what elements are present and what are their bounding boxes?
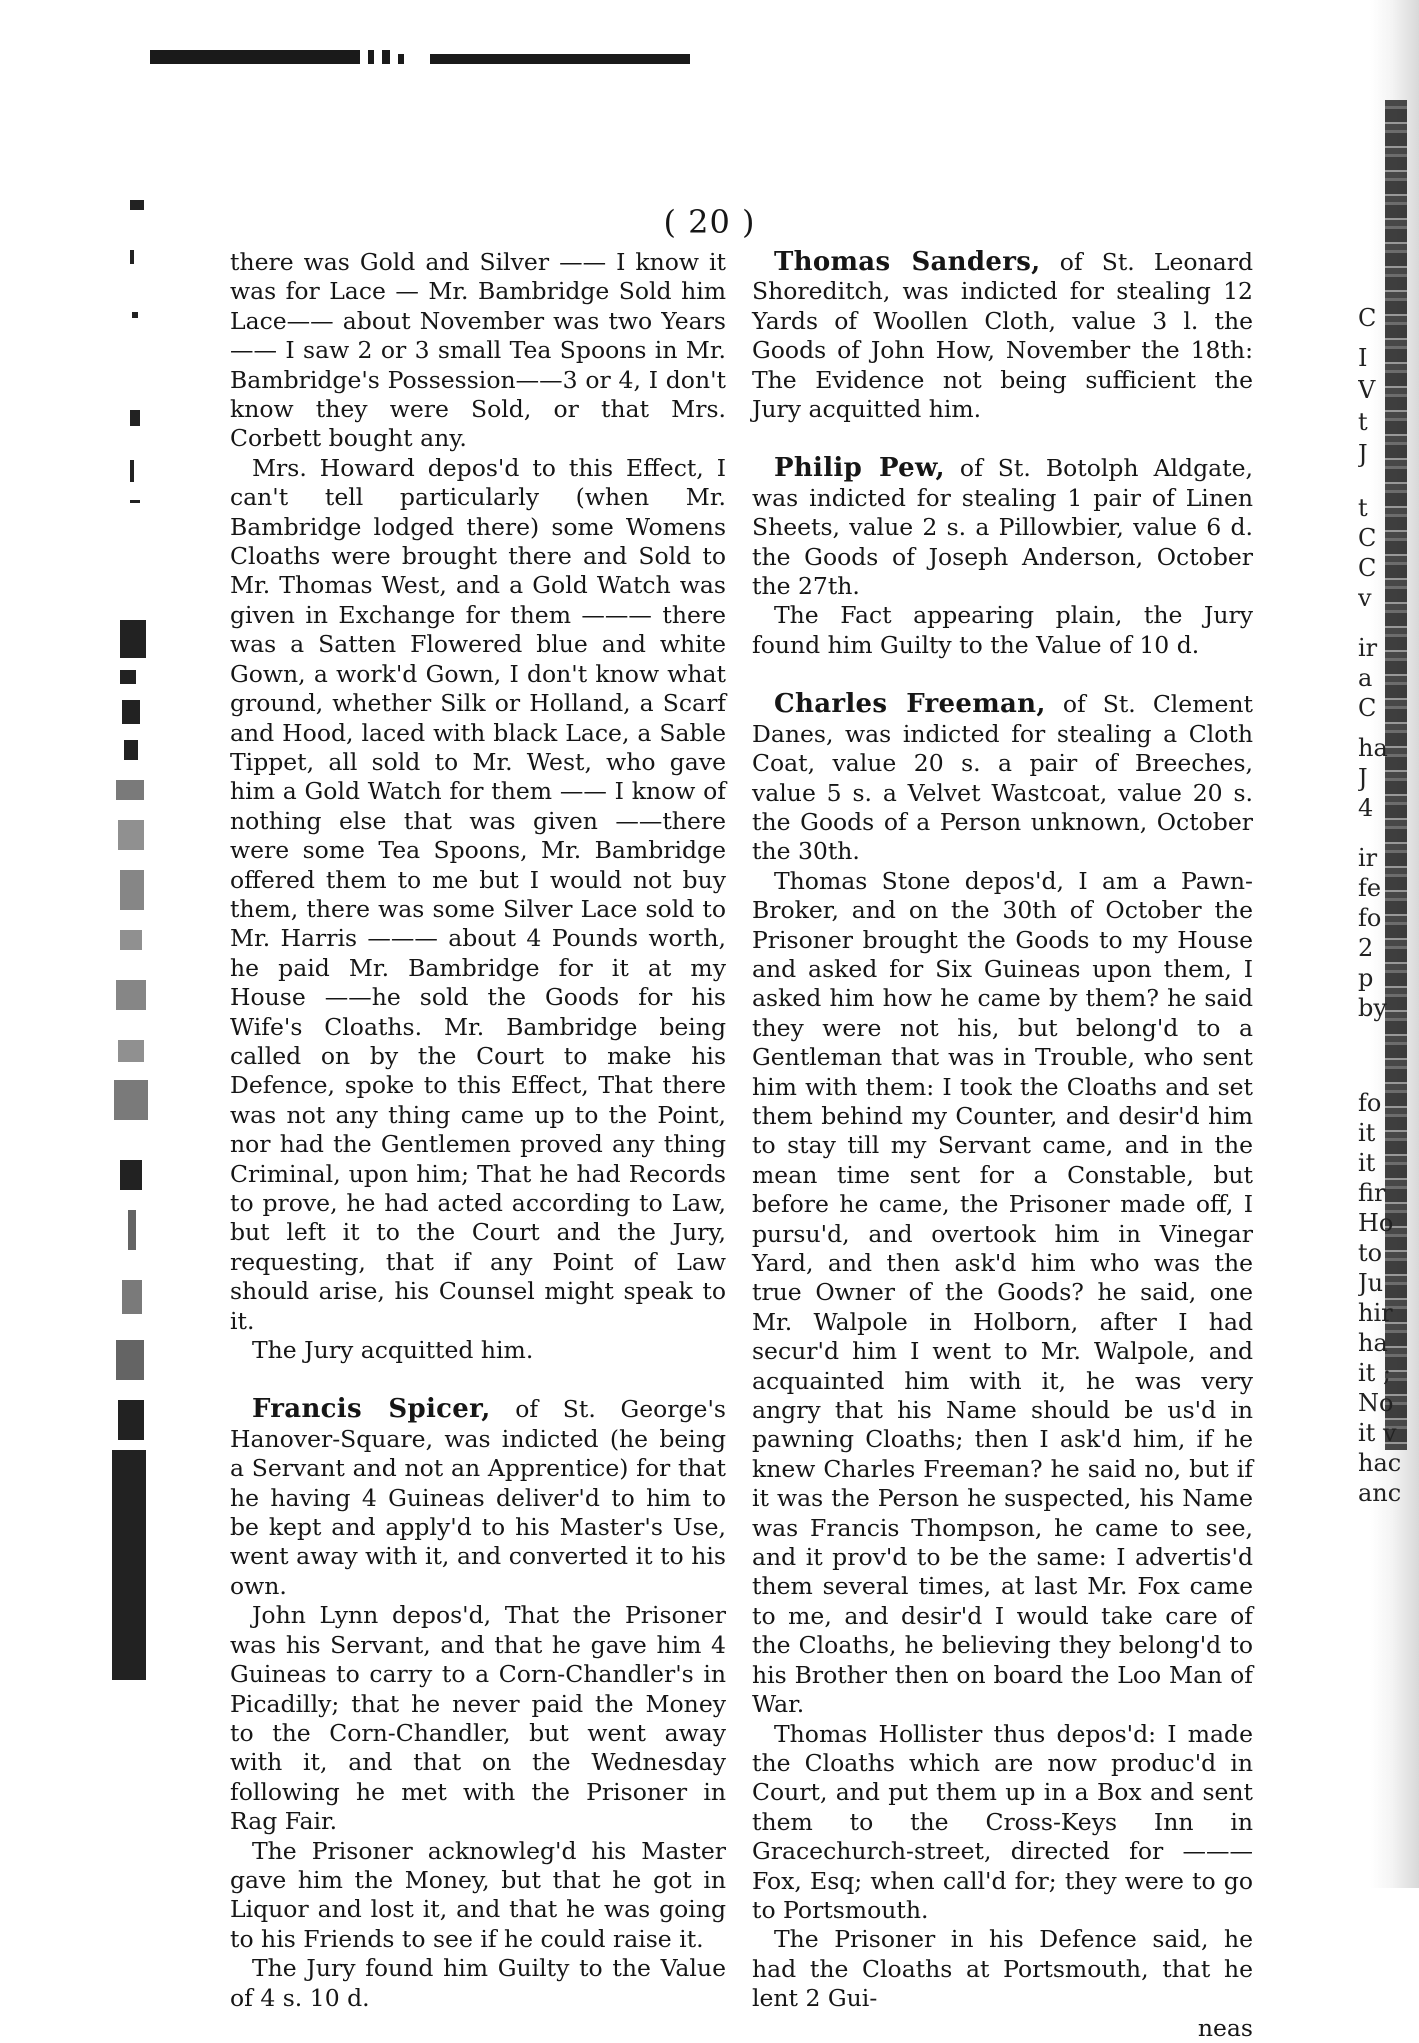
bleed-fragment: it ; bbox=[1358, 1359, 1392, 1387]
bleed-fragment: it bbox=[1358, 1149, 1376, 1177]
paragraph: John Lynn depos'd, That the Prisoner was his Servant, and that he gave him 4 Guineas to carry to a Corn-Chandler's in Picadilly; that he never paid the Money to the Corn-Chandler, but went away with it, and that on the Wednesday following he met with the Prisoner in Rag Fair. bbox=[230, 1601, 726, 1836]
defendant-name: Philip Pew, bbox=[774, 453, 945, 484]
paragraph: Thomas Stone depos'd, I am a Pawn-Broker, and on the 30th of October the Prisoner brought the Goods to my House and asked for Six Guineas upon them, I asked him how he came by them? he said they were not his, but belong'd to a Gentleman that was in Trouble, who sent him with them: I took the Cloaths and set them behind my Counter, and desir'd him to stay till my Servant came, and in the mean time sent for a Constable, but before he came, the Prisoner made off, I pursu'd, and overtook him in Vinegar Yard, and then ask'd him who was the true Owner of the Goods? he said, one Mr. Walpole in Holborn, after I had secur'd him I went to Mr. Walpole, and acquainted him with it, he was very angry that his Name should be us'd in pawning Cloaths; then I ask'd him, if he knew Charles Freeman? he said no, but if it was the Person he suspected, his Name was Francis Thompson, he came to see, and it prov'd to be the same: I advertis'd them several times, at last Mr. Fox came to me, and desir'd I would take care of the Cloaths, he believing they belong'd to his Brother then on board the Loo Man of War. bbox=[752, 866, 1253, 1719]
bleed-fragment: anc bbox=[1358, 1479, 1402, 1507]
bleed-fragment: t bbox=[1358, 494, 1368, 522]
verdict: The Fact appearing plain, the Jury found him Guilty to the Value of 10 d. bbox=[752, 601, 1253, 659]
right-column bbox=[752, 248, 1253, 2043]
case-text: of St. Clement Danes, was indicted for stealing a Cloth Coat, value 20 s. a pair of Breeches, value 5 s. a Velvet Wastcoat, value 20 s. the Goods of a Person unknown, October the 30th. bbox=[752, 690, 1253, 866]
left-column bbox=[230, 248, 726, 2013]
bleed-fragment: 2 bbox=[1358, 934, 1374, 962]
bleed-fragment: ir bbox=[1358, 844, 1378, 872]
bleed-fragment: v bbox=[1358, 584, 1372, 612]
page-number: ( 20 ) bbox=[663, 203, 756, 241]
defendant-name: Charles Freeman, bbox=[774, 689, 1046, 720]
paragraph: Mrs. Howard depos'd to this Effect, I can't tell particularly (when Mr. Bambridge lodged there) some Womens Cloaths were brought there and Sold to Mr. Thomas West, and a Gold Watch was given in Exchange for them ——— there was a Satten Flowered blue and white Gown, a work'd Gown, I don't know what ground, whether Silk or Holland, a Scarf and Hood, laced with black Lace, a Sable Tippet, all sold to Mr. West, who gave him a Gold Watch for them —— I know of nothing else that was given ——there were some Tea Spoons, Mr. Bambridge offered them to me but I would not buy them, there was some Silver Lace sold to Mr. Harris ——— about 4 Pounds worth, he paid Mr. Bambridge for it at my House ——he sold the Goods for his Wife's Cloaths. Mr. Bambridge being called on by the Court to make his Defence, spoke to this Effect, That there was not any thing came up to the Point, nor had the Gentlemen proved any thing Criminal, upon him; That he had Records to prove, he had acted according to Law, but left it to the Court and the Jury, requesting, that if any Point of Law should arise, his Counsel might speak to it. bbox=[230, 453, 726, 1335]
paragraph: The Prisoner in his Defence said, he had the Cloaths at Portsmouth, that he lent 2 Gui- bbox=[752, 1925, 1253, 2013]
bleed-fragment: fir bbox=[1358, 1179, 1386, 1207]
bleed-fragment: 4 bbox=[1358, 794, 1374, 822]
bleed-fragment: it v bbox=[1358, 1419, 1397, 1447]
bleed-fragment: C bbox=[1358, 694, 1377, 722]
bleed-fragment: fo bbox=[1358, 1089, 1382, 1117]
paragraph: Thomas Hollister thus depos'd: I made the Cloaths which are now produc'd in Court, and put them up in a Box and sent them to the Cross-Keys Inn in Gracechurch-street, directed for ——— Fox, Esq; when call'd for; they were to go to Portsmouth. bbox=[752, 1719, 1253, 1924]
bleed-fragment: Ho bbox=[1358, 1209, 1394, 1237]
bleed-fragment: p bbox=[1358, 964, 1374, 992]
bleed-fragment: t bbox=[1358, 408, 1368, 436]
case-text: of St. Botolph Aldgate, was indicted for stealing 1 pair of Linen Sheets, value 2 s. a Pillowbier, value 6 d. the Goods of Joseph Anderson, October the 27th. bbox=[752, 454, 1253, 601]
verdict: The Jury acquitted him. bbox=[252, 1336, 534, 1365]
case-spicer bbox=[230, 1395, 726, 1601]
scan-artifact-gutter bbox=[100, 200, 195, 1700]
bleed-fragment: by bbox=[1358, 994, 1387, 1022]
bleed-fragment: fo bbox=[1358, 904, 1382, 932]
bleed-fragment: hac bbox=[1358, 1449, 1402, 1477]
case-sanders bbox=[752, 248, 1253, 424]
defendant-name: Francis Spicer, bbox=[252, 1394, 491, 1425]
defendant-name: Thomas Sanders, bbox=[774, 247, 1041, 277]
bleed-fragment: No bbox=[1358, 1389, 1394, 1417]
bleed-fragment: J bbox=[1358, 440, 1368, 468]
case-text: of St. Leonard Shoreditch, was indicted for stealing 12 Yards of Woollen Cloth, value 3 l. the Goods of John How, November the 18th: The Evidence not being sufficient the Jury acquitted him. bbox=[752, 248, 1253, 424]
case-freeman bbox=[752, 690, 1253, 866]
bleed-fragment: ir bbox=[1358, 634, 1378, 662]
bleed-fragment: ha bbox=[1358, 734, 1388, 762]
bleed-fragment: Ju bbox=[1358, 1269, 1384, 1297]
bleed-fragment: to bbox=[1358, 1239, 1383, 1267]
bleed-fragment: V bbox=[1358, 376, 1376, 404]
bleed-fragment: C bbox=[1358, 304, 1377, 332]
bleed-fragment: I bbox=[1358, 344, 1368, 372]
bleed-fragment: C bbox=[1358, 524, 1377, 552]
case-pew bbox=[752, 454, 1253, 601]
case-text: of St. George's Hanover-Square, was indicted (he being a Servant and not an Apprentice) for that he having 4 Guineas deliver'd to him to be kept and apply'd to his Master's Use, went away with it, and converted it to his own. bbox=[230, 1395, 726, 1600]
bleed-fragment: hir bbox=[1358, 1299, 1393, 1327]
paragraph: The Prisoner acknowleg'd his Master gave him the Money, but that he got in Liquor and lost it, and that he was going to his Friends to see if he could raise it. bbox=[230, 1836, 726, 1953]
bleed-fragment: J bbox=[1358, 764, 1368, 792]
bleed-fragment: ha bbox=[1358, 1329, 1388, 1357]
bleed-fragment: fe bbox=[1358, 874, 1382, 902]
bleed-fragment: a bbox=[1358, 664, 1373, 692]
verdict: The Jury found him Guilty to the Value of 4 s. 10 d. bbox=[230, 1954, 726, 2012]
catchword: neas bbox=[1197, 2013, 1253, 2042]
bleed-fragment: C bbox=[1358, 554, 1377, 582]
bleed-fragment: it bbox=[1358, 1119, 1376, 1147]
paragraph: there was Gold and Silver —— I know it was for Lace — Mr. Bambridge Sold him Lace—— about November was two Years —— I saw 2 or 3 small Tea Spoons in Mr. Bambridge's Possession——3 or 4, I don't know they were Sold, or that Mrs. Corbett bought any. bbox=[230, 248, 726, 453]
